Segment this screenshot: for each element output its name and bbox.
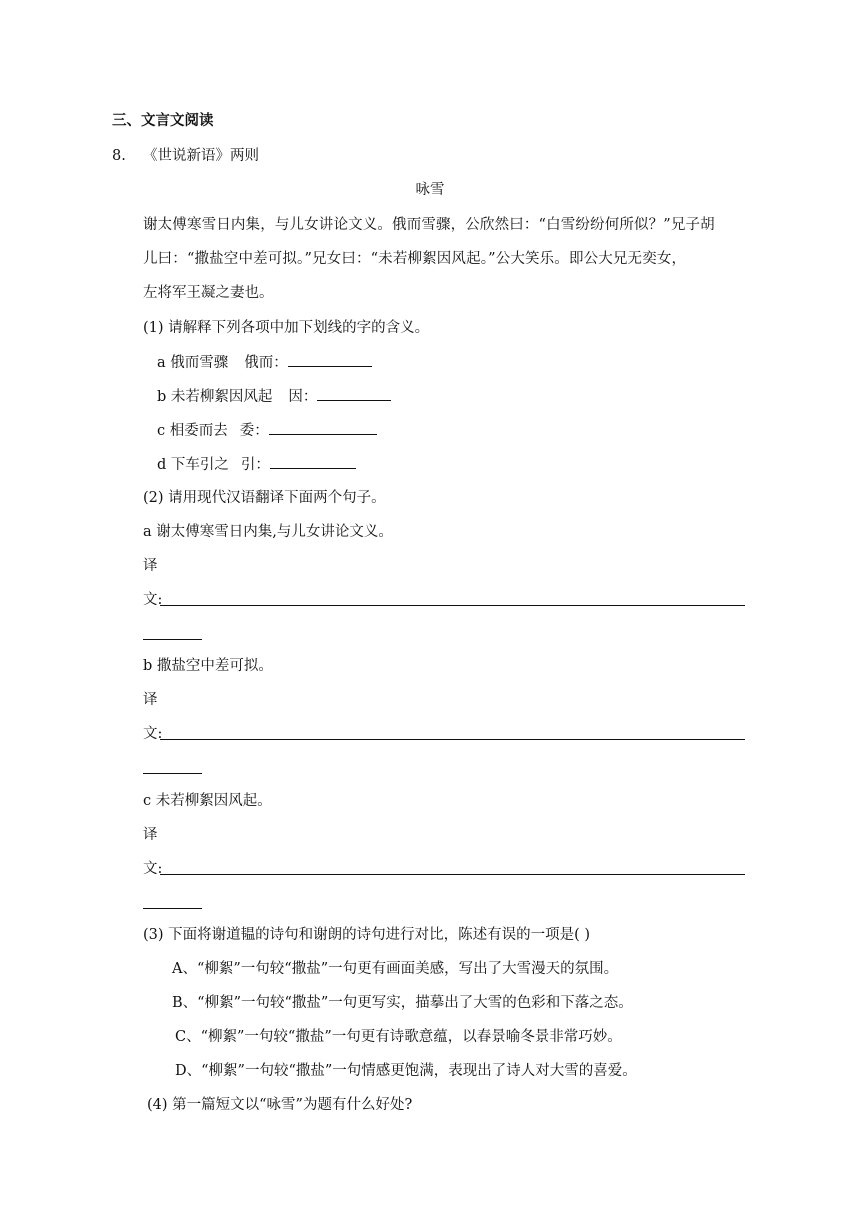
answer-blank[interactable]	[288, 352, 372, 367]
answer-blank[interactable]	[317, 386, 391, 401]
vocab-target: 引：	[240, 457, 270, 473]
vocab-target: 委：	[239, 423, 269, 439]
translation-answer-line[interactable]	[160, 739, 745, 740]
vocab-phrase: b 未若柳絮因风起	[157, 389, 273, 405]
translation-label-yi: 译	[143, 558, 158, 574]
translation-sentence: b 撒盐空中差可拟。	[143, 658, 273, 674]
vocab-phrase: d 下车引之	[157, 457, 229, 473]
translation-answer-line[interactable]	[143, 639, 202, 640]
translation-label-yi: 译	[143, 827, 158, 843]
answer-blank[interactable]	[269, 420, 377, 435]
vocab-phrase: c 相委而去	[157, 423, 228, 439]
translation-label-wen: 文:	[143, 592, 163, 608]
passage-line: 左将军王凝之妻也。	[143, 285, 274, 301]
translation-answer-line[interactable]	[143, 908, 202, 909]
vocab-target: 因：	[288, 389, 318, 405]
passage-title: 咏雪	[415, 182, 445, 198]
translation-label-wen: 文:	[143, 861, 163, 877]
translation-sentence: c 未若柳絮因风起。	[143, 793, 272, 809]
question-title: 《世说新语》两则	[143, 148, 259, 164]
section-heading: 三、文言文阅读	[112, 113, 214, 129]
vocab-item	[157, 352, 372, 373]
choice-option-a[interactable]: A、“柳絮”一句较“撒盐”一句更有画面美感，写出了大雪漫天的氛围。	[172, 961, 619, 977]
translation-sentence: a 谢太傅寒雪日内集,与儿女讲论文义。	[143, 524, 393, 540]
question-number: 8.	[112, 148, 126, 164]
translation-label-wen: 文:	[143, 726, 163, 742]
vocab-item	[157, 454, 356, 475]
vocab-item	[157, 386, 391, 407]
vocab-phrase: a 俄而雪骤	[157, 355, 229, 371]
answer-blank[interactable]	[270, 454, 356, 469]
choice-option-c[interactable]: C、“柳絮”一句较“撒盐”一句更有诗歌意蕴，以春景喻冬景非常巧妙。	[175, 1029, 622, 1045]
part1-prompt: (1) 请解释下列各项中加下划线的字的含义。	[143, 320, 430, 336]
part3-prompt: (3) 下面将谢道韫的诗句和谢朗的诗句进行对比，陈述有误的一项是( )	[143, 927, 591, 943]
passage-line: 儿曰：“撒盐空中差可拟。”兄女曰：“未若柳絮因风起。”公大笑乐。即公大兄无奕女，	[143, 251, 687, 267]
part4-prompt: (4) 第一篇短文以“咏雪”为题有什么好处?	[147, 1097, 413, 1113]
translation-answer-line[interactable]	[160, 605, 745, 606]
choice-option-b[interactable]: B、“柳絮”一句较“撒盐”一句更写实，描摹出了大雪的色彩和下落之态。	[172, 995, 633, 1011]
translation-answer-line[interactable]	[143, 773, 202, 774]
translation-answer-line[interactable]	[160, 874, 745, 875]
vocab-item	[157, 420, 377, 441]
passage-line: 谢太傅寒雪日内集，与儿女讲论文义。俄而雪骤，公欣然曰：“白雪纷纷何所似？”兄子胡	[143, 217, 715, 233]
translation-label-yi: 译	[143, 692, 158, 708]
vocab-target: 俄而：	[244, 355, 288, 371]
part2-prompt: (2) 请用现代汉语翻译下面两个句子。	[143, 490, 386, 506]
choice-option-d[interactable]: D、“柳絮”一句较“撒盐”一句情感更饱满，表现出了诗人对大雪的喜爱。	[175, 1063, 637, 1079]
